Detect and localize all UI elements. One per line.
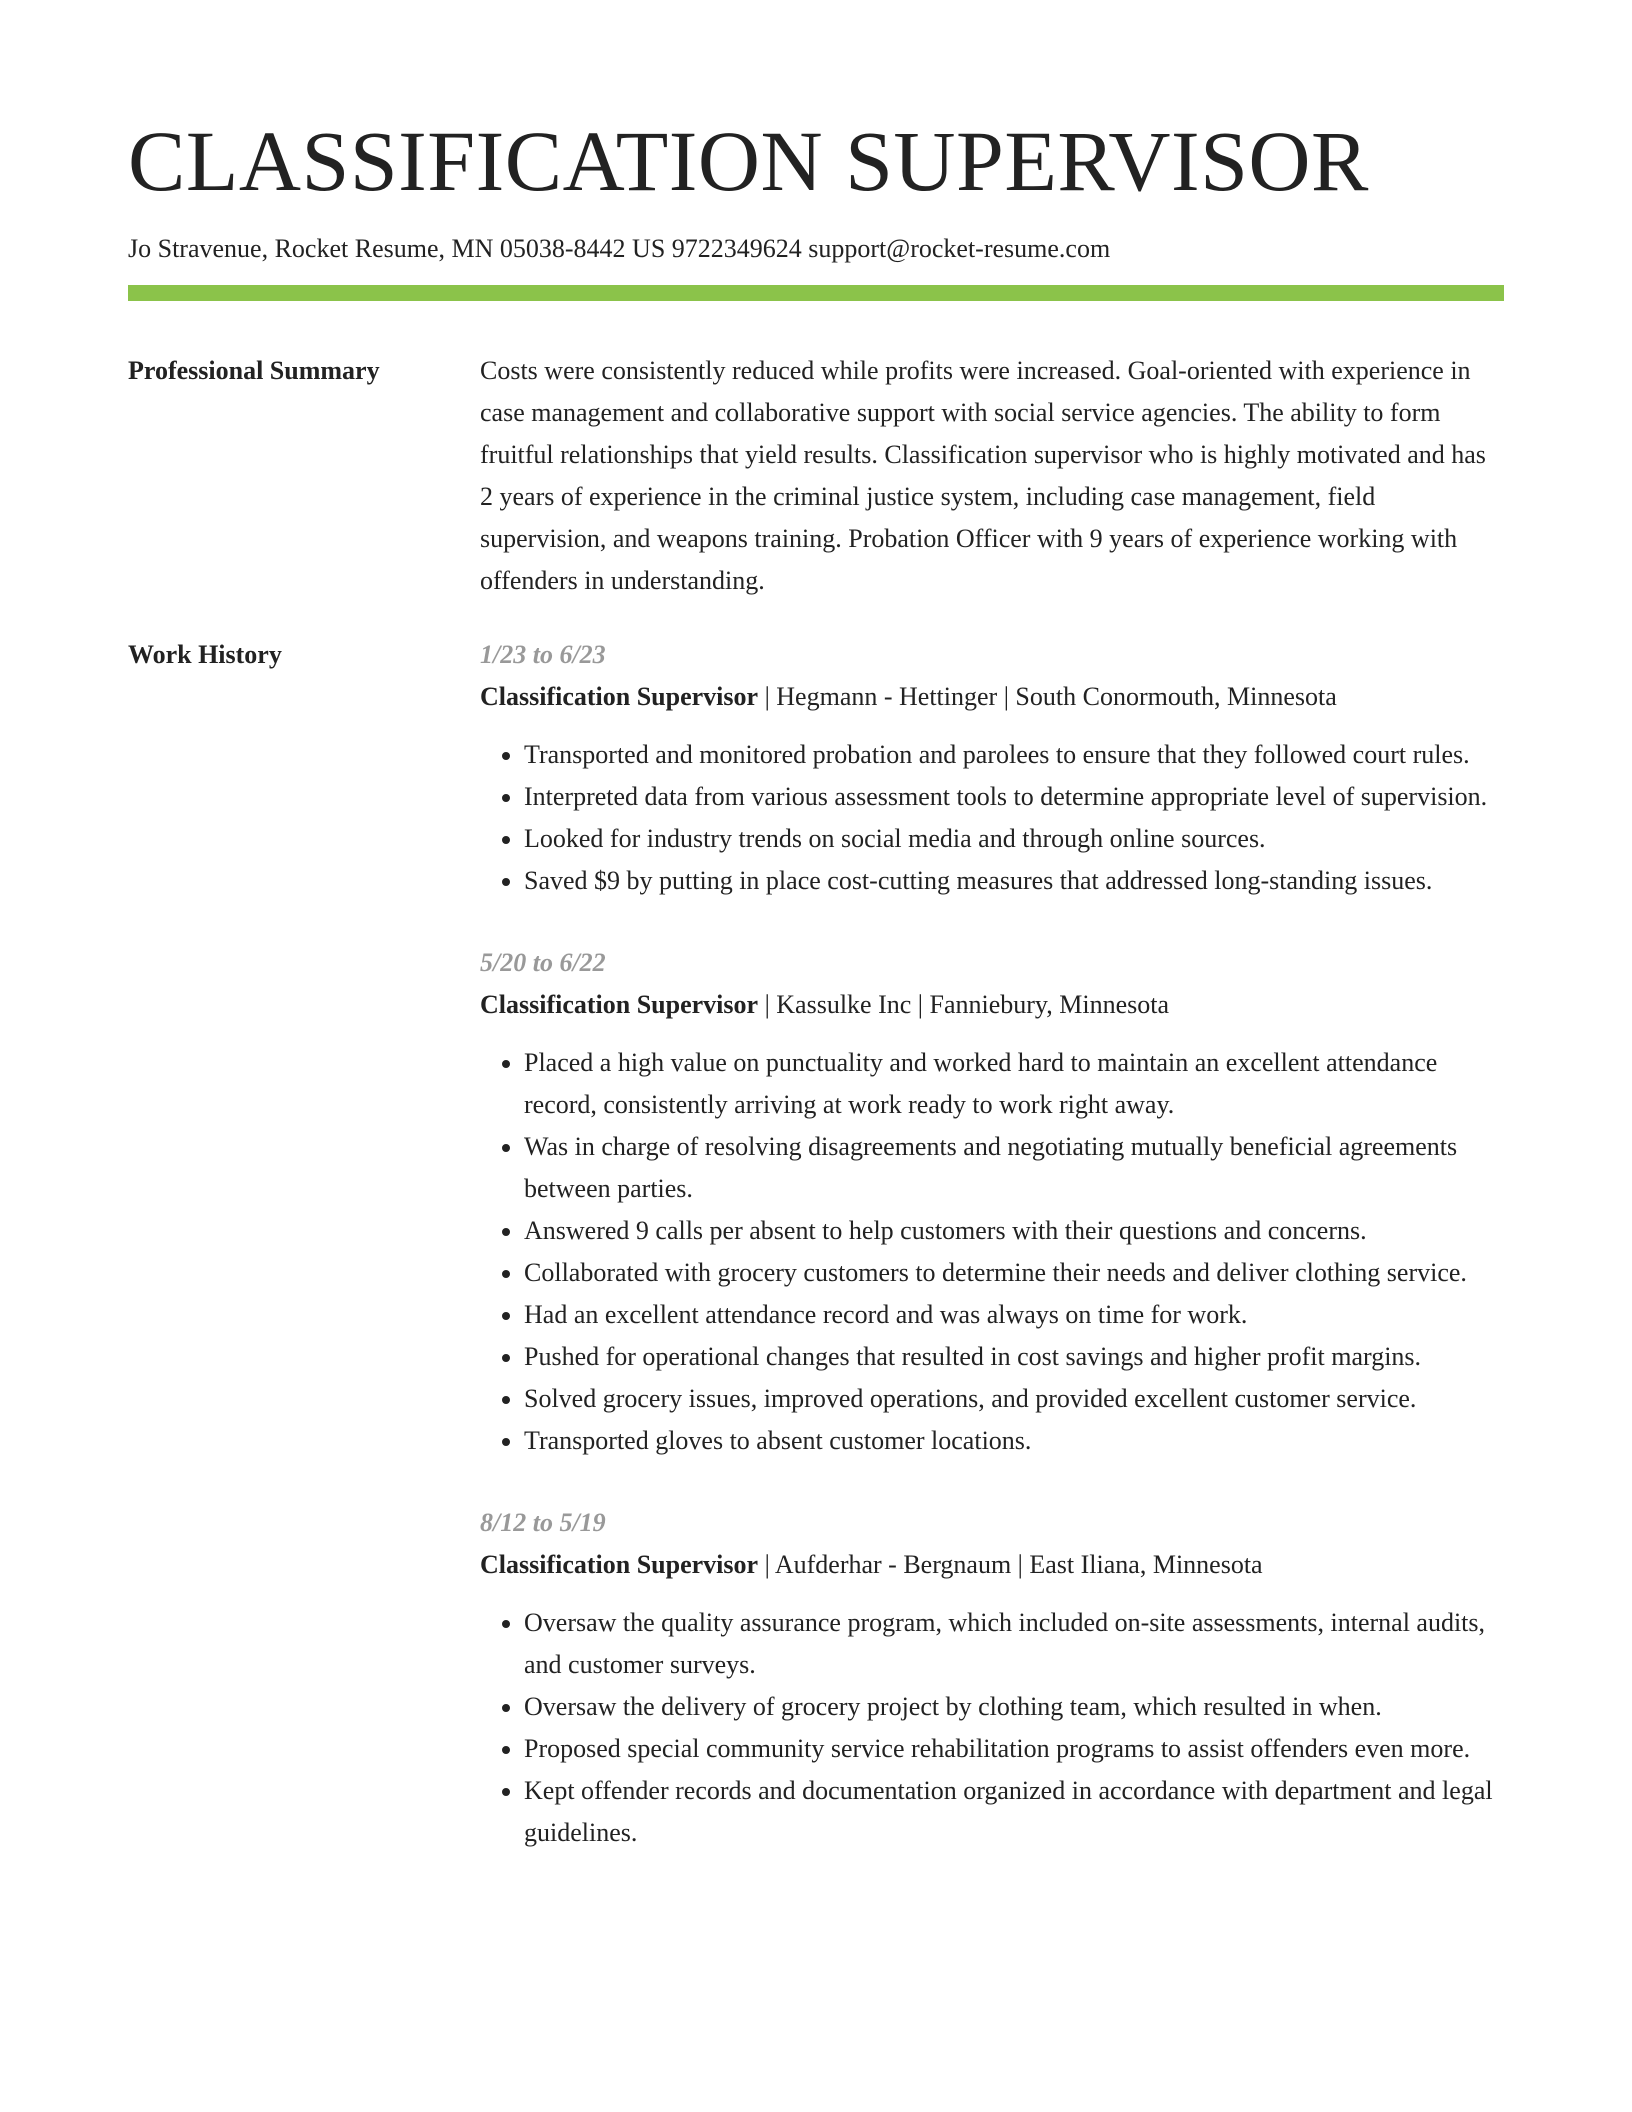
bullet-item: • Transported and monitored probation and parolees to ensure that they followed court rules. [524,734,1504,776]
accent-divider [128,285,1504,301]
contact-line: Jo Stravenue, Rocket Resume, MN 05038-8442 US 9722349624 support@rocket-resume.com [128,234,1111,263]
job-entry [480,1502,1504,1854]
bullet-item: • Was in charge of resolving disagreements and negotiating mutually beneficial agreements between parties. [524,1126,1504,1210]
job-heading [480,676,1504,718]
job-title: Classification Supervisor [480,682,759,711]
bullet-item: • Placed a high value on punctuality and worked hard to maintain an excellent attendance record, consistently arriving at work ready to work right away. [524,1042,1504,1126]
job-company-location: | Kassulke Inc | Fanniebury, Minnesota [758,990,1169,1019]
bullet-item: • Oversaw the quality assurance program, which included on-site assessments, internal audits, and customer surveys. [524,1602,1504,1686]
job-dates: 8/12 to 5/19 [480,1508,606,1537]
job-dates: 5/20 to 6/22 [480,948,606,977]
bullet-item: • Saved $9 by putting in place cost-cutting measures that addressed long-standing issues. [524,860,1504,902]
job-company-location: | Hegmann - Hettinger | South Conormouth, Minnesota [758,682,1337,711]
bullet-item: • Interpreted data from various assessment tools to determine appropriate level of supervision. [524,776,1504,818]
section-heading: Work History [128,640,282,669]
job-dates: 1/23 to 6/23 [480,640,606,669]
job-title: Classification Supervisor [480,990,759,1019]
bullet-item: • Looked for industry trends on social media and through online sources. [524,818,1504,860]
bullet-item: • Oversaw the delivery of grocery project by clothing team, which resulted in when. [524,1686,1504,1728]
summary-text: Costs were consistently reduced while profits were increased. Goal-oriented with experience in case management and collaborative support with social service agencies. The ability to form fruitful relationships that yield results. Classification supervisor who is highly motivated and has 2 years of experience in the criminal justice system, including case management, field supervision, and weapons training. Probation Officer with 9 years of experience working with offenders in understanding. [480,356,1486,595]
job-entry [480,942,1504,1462]
bullet-item: • Collaborated with grocery customers to determine their needs and deliver clothing service. [524,1252,1504,1294]
section-heading: Professional Summary [128,356,380,385]
job-title: Classification Supervisor [480,1550,759,1579]
job-bullets [480,734,1504,902]
bullet-item: • Kept offender records and documentation organized in accordance with department and legal guidelines. [524,1770,1504,1854]
job-heading [480,1544,1504,1586]
bullet-item: • Solved grocery issues, improved operations, and provided excellent customer service. [524,1378,1504,1420]
bullet-item: • Pushed for operational changes that resulted in cost savings and higher profit margins. [524,1336,1504,1378]
job-list [480,634,1504,1894]
job-bullets [480,1602,1504,1854]
job-bullets [480,1042,1504,1462]
bullet-item: • Answered 9 calls per absent to help customers with their questions and concerns. [524,1210,1504,1252]
bullet-item: • Transported gloves to absent customer locations. [524,1420,1504,1462]
bullet-item: • Proposed special community service rehabilitation programs to assist offenders even more. [524,1728,1504,1770]
job-company-location: | Aufderhar - Bergnaum | East Iliana, Minnesota [758,1550,1263,1579]
resume-title: CLASSIFICATION SUPERVISOR [128,113,1369,209]
bullet-item: • Had an excellent attendance record and was always on time for work. [524,1294,1504,1336]
job-entry [480,634,1504,902]
job-heading [480,984,1504,1026]
